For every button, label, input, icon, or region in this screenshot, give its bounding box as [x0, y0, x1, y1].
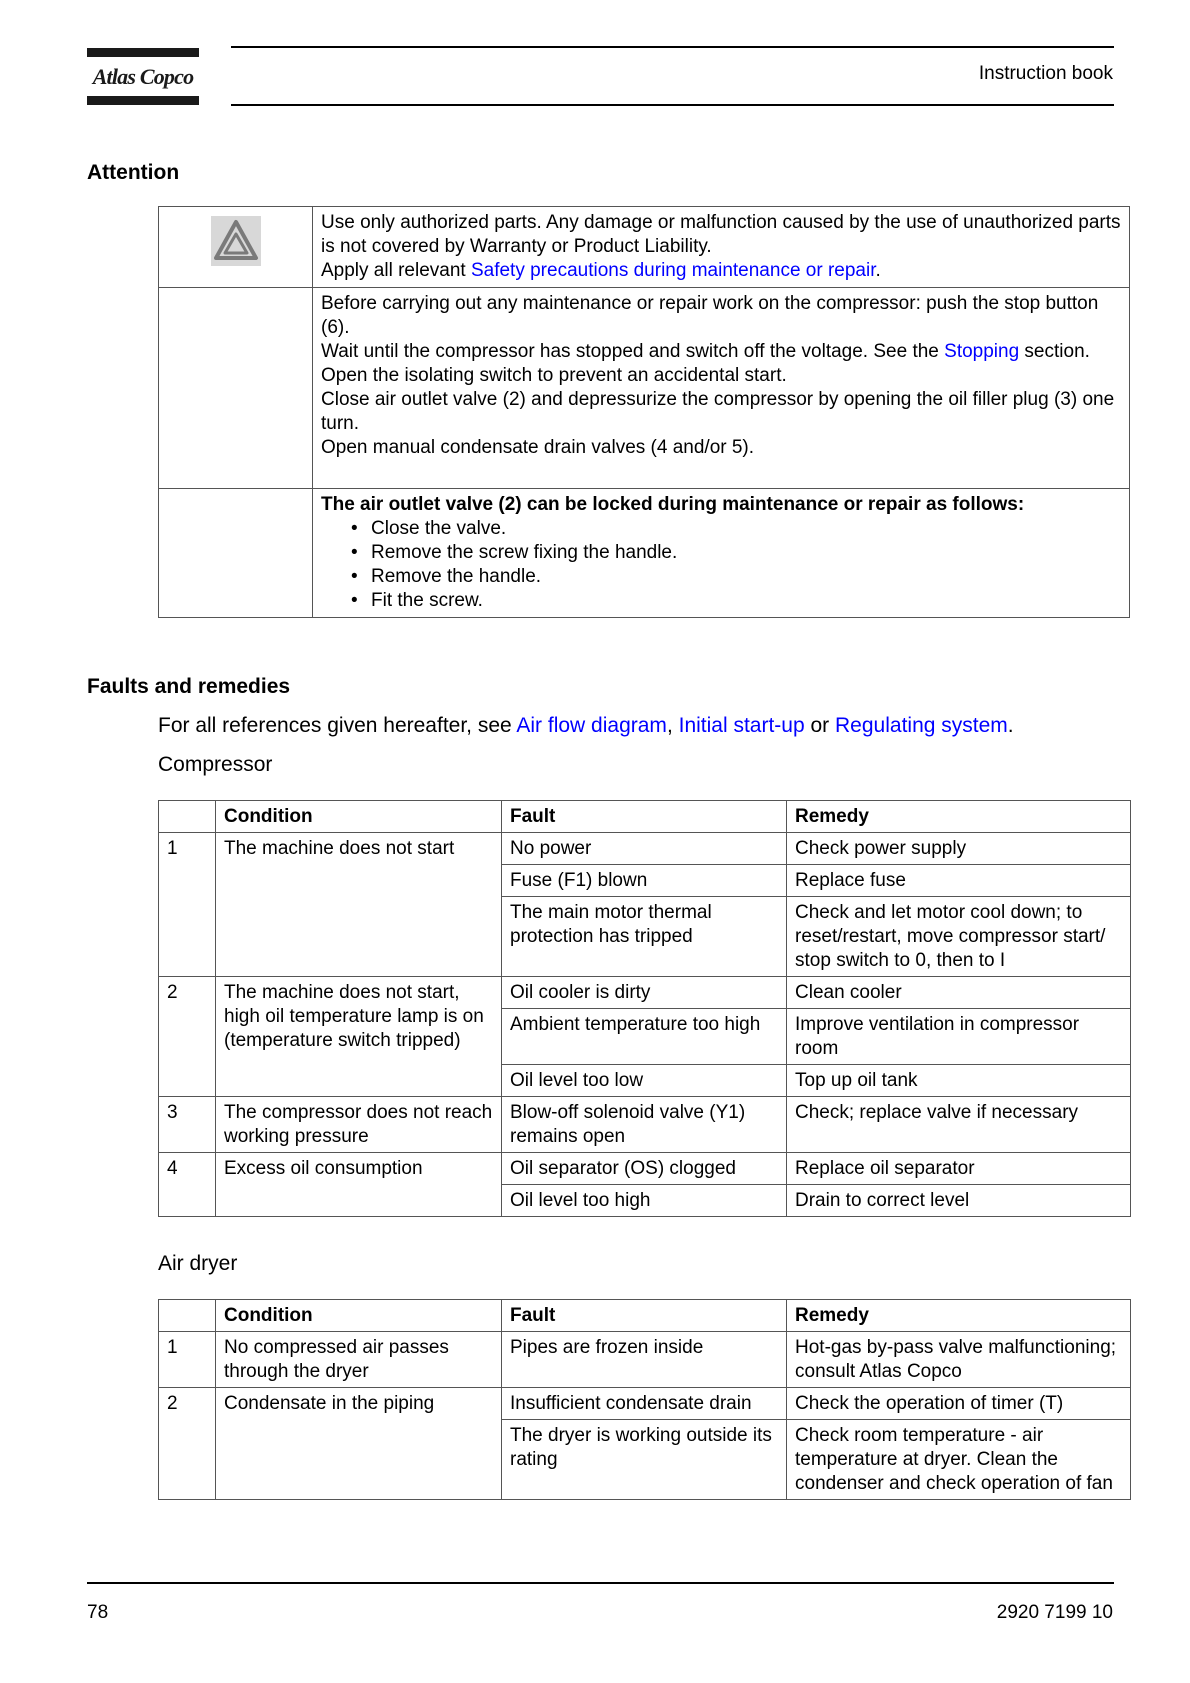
- table-header-row: [159, 801, 1131, 833]
- remedy-cell: Clean cooler: [787, 977, 1131, 1009]
- table-row: [159, 1097, 1131, 1153]
- remedy-cell: Improve ventilation in compressor room: [787, 1009, 1131, 1065]
- text-fragment: For all references given hereafter, see: [158, 714, 517, 737]
- row-number-cell: 1: [159, 833, 216, 977]
- attention-text-cell: [313, 489, 1130, 618]
- row-number-cell: 2: [159, 977, 216, 1097]
- remedy-cell: Check and let motor cool down; to reset/restart, move compressor start/ stop switch to 0, then to I: [787, 897, 1131, 977]
- attention-table: [158, 206, 1130, 618]
- link-stopping[interactable]: Stopping: [944, 341, 1020, 362]
- page-number: 78: [87, 1602, 109, 1623]
- condition-cell: Excess oil consumption: [216, 1153, 502, 1217]
- text-fragment: .: [875, 260, 881, 281]
- text-fragment: section.: [1019, 341, 1090, 362]
- condition-cell: The machine does not start: [216, 833, 502, 977]
- fault-cell: Insufficient condensate drain: [502, 1388, 787, 1420]
- link-safety-precautions[interactable]: Safety precautions during maintenance or repair: [470, 260, 876, 281]
- attention-line: Before carrying out any maintenance or repair work on the compressor: push the stop button (6).: [321, 293, 1099, 338]
- link-initial-start-up[interactable]: Initial start-up: [678, 714, 805, 737]
- row-number-cell: 4: [159, 1153, 216, 1217]
- row-number-cell: 2: [159, 1388, 216, 1500]
- row-number-cell: 1: [159, 1332, 216, 1388]
- remedy-cell: Check room temperature - air temperature at dryer. Clean the condenser and check operation of fan: [787, 1420, 1131, 1500]
- document-number: 2920 7199 10: [996, 1602, 1113, 1623]
- table-row: [159, 833, 1131, 865]
- table-row: [159, 1332, 1131, 1388]
- column-header-number: [159, 1300, 216, 1332]
- remedy-cell: Hot-gas by-pass valve malfunctioning; consult Atlas Copco: [787, 1332, 1131, 1388]
- logo-wordmark: Atlas Copco: [92, 64, 194, 89]
- condition-cell: The machine does not start, high oil temperature lamp is on (temperature switch tripped): [216, 977, 502, 1097]
- list-item: • Remove the screw fixing the handle.: [351, 541, 1121, 565]
- table-row: [159, 1153, 1131, 1185]
- table-row: [159, 977, 1131, 1009]
- attention-bold-line: The air outlet valve (2) can be locked during maintenance or repair as follows:: [321, 494, 1025, 515]
- attention-row: [159, 207, 1130, 288]
- column-header-condition: Condition: [216, 801, 502, 833]
- remedy-cell: Check; replace valve if necessary: [787, 1097, 1131, 1153]
- header-rule-top: [231, 46, 1114, 48]
- fault-cell: The dryer is working outside its rating: [502, 1420, 787, 1500]
- compressor-faults-table: [158, 800, 1131, 1217]
- footer-rule: [87, 1582, 1114, 1584]
- warning-triangle-icon: [211, 216, 261, 266]
- attention-empty-cell: [159, 489, 313, 618]
- remedy-cell: Top up oil tank: [787, 1065, 1131, 1097]
- text-fragment: Wait until the compressor has stopped and switch off the voltage. See the: [321, 341, 945, 362]
- attention-heading: Attention: [87, 161, 180, 184]
- text-fragment: Apply all relevant: [321, 260, 471, 281]
- attention-line: Close air outlet valve (2) and depressurize the compressor by opening the oil filler plug (3) one turn.: [321, 389, 1115, 434]
- link-regulating-system[interactable]: Regulating system: [835, 714, 1008, 737]
- fault-cell: No power: [502, 833, 787, 865]
- attention-icon-cell: [159, 207, 313, 288]
- column-header-condition: Condition: [216, 1300, 502, 1332]
- fault-cell: Blow-off solenoid valve (Y1) remains open: [502, 1097, 787, 1153]
- fault-cell: Ambient temperature too high: [502, 1009, 787, 1065]
- column-header-remedy: Remedy: [787, 1300, 1131, 1332]
- remedy-cell: Check power supply: [787, 833, 1131, 865]
- attention-line: Use only authorized parts. Any damage or malfunction caused by the use of unauthorized parts is not covered by Warranty or Product Liability.: [321, 212, 1121, 257]
- attention-line: [321, 259, 1121, 283]
- attention-empty-cell: [159, 288, 313, 489]
- column-header-remedy: Remedy: [787, 801, 1131, 833]
- logo-bar-top: [87, 48, 199, 57]
- faults-heading: Faults and remedies: [87, 675, 291, 698]
- fault-cell: Oil level too low: [502, 1065, 787, 1097]
- air-dryer-faults-table: [158, 1299, 1131, 1500]
- column-header-fault: Fault: [502, 801, 787, 833]
- condition-cell: No compressed air passes through the dryer: [216, 1332, 502, 1388]
- air-dryer-subheading: Air dryer: [158, 1252, 238, 1275]
- fault-cell: Oil level too high: [502, 1185, 787, 1217]
- text-fragment: .: [1007, 714, 1014, 737]
- header-rule-bottom: [231, 104, 1114, 106]
- logo-bar-bottom: [87, 96, 199, 105]
- document-label: Instruction book: [978, 63, 1113, 84]
- list-item: • Close the valve.: [351, 517, 1121, 541]
- remedy-cell: Replace fuse: [787, 865, 1131, 897]
- fault-cell: Pipes are frozen inside: [502, 1332, 787, 1388]
- remedy-cell: Replace oil separator: [787, 1153, 1131, 1185]
- attention-line: Open manual condensate drain valves (4 and/or 5).: [321, 437, 755, 458]
- text-fragment: or: [804, 714, 836, 737]
- attention-line: [321, 340, 1121, 364]
- remedy-cell: Drain to correct level: [787, 1185, 1131, 1217]
- link-air-flow-diagram[interactable]: Air flow diagram: [516, 714, 667, 737]
- fault-cell: Oil cooler is dirty: [502, 977, 787, 1009]
- attention-row: [159, 288, 1130, 489]
- condition-cell: The compressor does not reach working pressure: [216, 1097, 502, 1153]
- faults-intro: [158, 713, 1014, 739]
- column-header-fault: Fault: [502, 1300, 787, 1332]
- remedy-cell: Check the operation of timer (T): [787, 1388, 1131, 1420]
- table-header-row: [159, 1300, 1131, 1332]
- attention-text-cell: [313, 288, 1130, 489]
- fault-cell: Fuse (F1) blown: [502, 865, 787, 897]
- column-header-number: [159, 801, 216, 833]
- table-row: [159, 1388, 1131, 1420]
- condition-cell: Condensate in the piping: [216, 1388, 502, 1500]
- brand-logo: [87, 48, 199, 106]
- fault-cell: Oil separator (OS) clogged: [502, 1153, 787, 1185]
- row-number-cell: 3: [159, 1097, 216, 1153]
- list-item: • Remove the handle.: [351, 565, 1121, 589]
- attention-row: [159, 489, 1130, 618]
- list-item: • Fit the screw.: [351, 589, 1121, 613]
- attention-bullet-list: [321, 517, 1121, 613]
- compressor-subheading: Compressor: [158, 753, 273, 776]
- attention-line: Open the isolating switch to prevent an accidental start.: [321, 365, 787, 386]
- attention-text-cell: [313, 207, 1130, 288]
- fault-cell: The main motor thermal protection has tripped: [502, 897, 787, 977]
- text-fragment: ,: [666, 714, 679, 737]
